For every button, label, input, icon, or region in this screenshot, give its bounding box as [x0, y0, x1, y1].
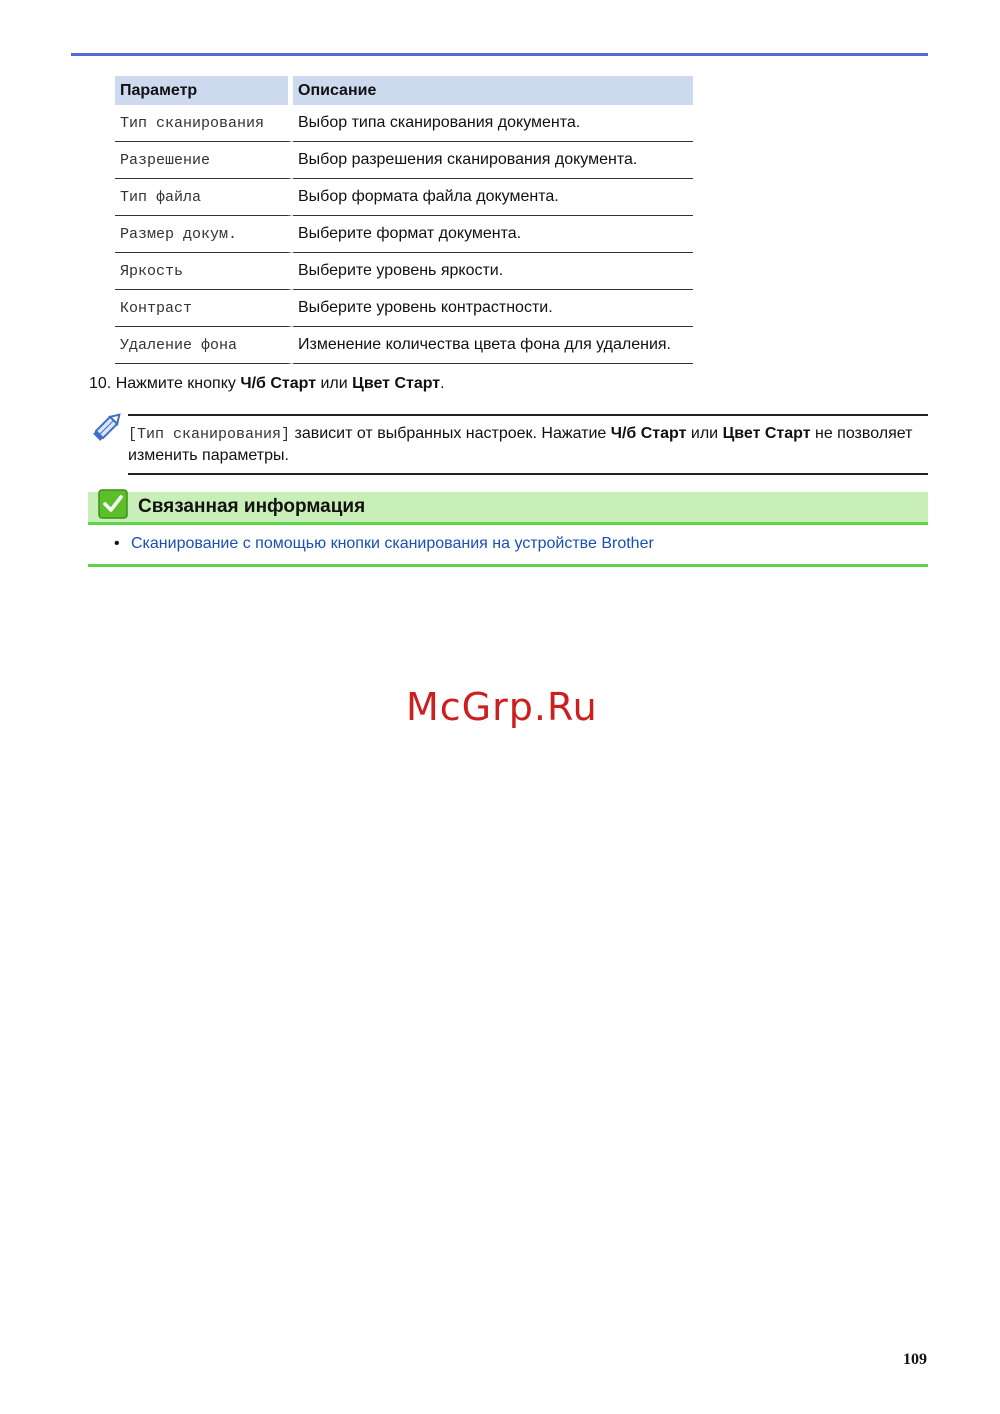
table-row — [115, 327, 693, 364]
step-bold-bw-start: Ч/б Старт — [240, 375, 317, 392]
param-cell: Разрешение — [115, 142, 293, 179]
desc-cell: Выбор разрешения сканирования документа. — [293, 142, 693, 179]
step-middle: или — [320, 375, 348, 392]
note-bold-color-start: Цвет Старт — [722, 425, 811, 442]
bottom-rule — [88, 564, 928, 567]
bullet: • — [114, 535, 120, 552]
checkmark-icon — [98, 489, 128, 519]
related-link-scan-button[interactable]: Сканирование с помощью кнопки сканирования на устройстве Brother — [131, 535, 654, 552]
param-cell: Контраст — [115, 290, 293, 327]
step-end: . — [440, 375, 445, 392]
desc-cell: Выберите формат документа. — [293, 216, 693, 253]
header-description: Описание — [293, 76, 693, 105]
step-text: Нажмите кнопку — [115, 375, 236, 392]
page-number: 109 — [903, 1351, 927, 1368]
param-cell: Тип файла — [115, 179, 293, 216]
desc-cell: Выбор типа сканирования документа. — [293, 105, 693, 142]
note-middle: или — [690, 425, 719, 442]
table-row — [115, 142, 693, 179]
desc-cell: Выберите уровень яркости. — [293, 253, 693, 290]
related-info-title: Связанная информация — [138, 496, 366, 517]
note-box — [128, 414, 928, 475]
desc-cell: Изменение количества цвета фона для удаления. — [293, 327, 693, 364]
note-text1: зависит от выбранных настроек. Нажатие — [294, 425, 607, 442]
desc-cell: Выберите уровень контрастности. — [293, 290, 693, 327]
desc-cell: Выбор формата файла документа. — [293, 179, 693, 216]
parameters-table — [115, 76, 693, 364]
table-header-row — [115, 76, 693, 105]
note-bold-bw-start: Ч/б Старт — [610, 425, 687, 442]
header-parameter: Параметр — [115, 76, 293, 105]
pencil-icon — [90, 408, 126, 444]
table-row — [115, 179, 693, 216]
step-number: 10. — [89, 375, 112, 392]
param-cell: Тип сканирования — [115, 105, 293, 142]
top-rule — [71, 53, 928, 56]
table-row — [115, 253, 693, 290]
table-row — [115, 105, 693, 142]
step-10 — [89, 375, 445, 393]
table-row — [115, 290, 693, 327]
watermark: McGrp.Ru — [406, 685, 598, 729]
step-bold-color-start: Цвет Старт — [352, 375, 441, 392]
note-text2: не позволяет изменить параметры. — [128, 425, 913, 464]
param-cell: Размер докум. — [115, 216, 293, 253]
param-cell: Яркость — [115, 253, 293, 290]
note-mono: [Тип сканирования] — [128, 426, 291, 443]
param-cell: Удаление фона — [115, 327, 293, 364]
table-row — [115, 216, 693, 253]
